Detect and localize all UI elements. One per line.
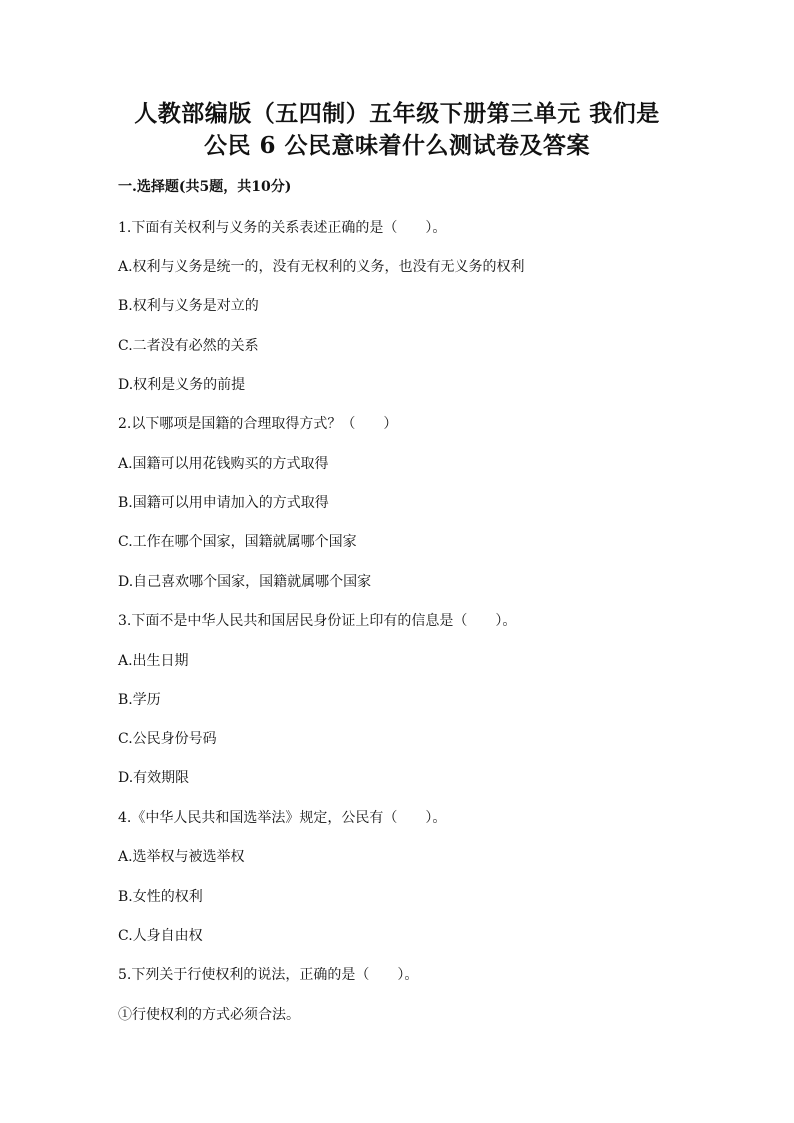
option-item: C.公民身份号码 xyxy=(118,731,217,747)
option-item: C.工作在哪个国家，国籍就属哪个国家 xyxy=(118,534,357,550)
document-title-line-1: 人教部编版（五四制）五年级下册第三单元 我们是 xyxy=(134,100,660,127)
option-item: D.有效期限 xyxy=(118,770,190,786)
question-stem: 1.下面有关权利与义务的关系表述正确的是（ ）。 xyxy=(118,220,447,236)
option-item: B.权利与义务是对立的 xyxy=(118,298,259,314)
section-heading: 一.选择题(共5题，共10分) xyxy=(118,179,292,195)
question-stem: 2.以下哪项是国籍的合理取得方式？（ ） xyxy=(118,416,398,432)
question-stem: 3.下面不是中华人民共和国居民身份证上印有的信息是（ ）。 xyxy=(118,613,517,629)
option-item: A.国籍可以用花钱购买的方式取得 xyxy=(118,456,329,472)
statement-item: ①行使权利的方式必须合法。 xyxy=(118,1007,300,1023)
option-item: B.国籍可以用申请加入的方式取得 xyxy=(118,495,329,511)
option-item: B.学历 xyxy=(118,692,161,708)
option-item: C.人身自由权 xyxy=(118,928,203,944)
option-item: A.出生日期 xyxy=(118,653,189,669)
option-item: D.权利是义务的前提 xyxy=(118,377,246,393)
option-item: A.权利与义务是统一的，没有无权利的义务，也没有无义务的权利 xyxy=(118,259,525,275)
option-item: B.女性的权利 xyxy=(118,889,203,905)
question-stem: 4.《中华人民共和国选举法》规定，公民有（ ）。 xyxy=(118,810,447,826)
option-item: A.选举权与被选举权 xyxy=(118,849,245,865)
question-stem: 5.下列关于行使权利的说法，正确的是（ ）。 xyxy=(118,967,419,983)
document-title-line-2: 公民 6 公民意味着什么测试卷及答案 xyxy=(203,132,591,159)
option-item: D.自己喜欢哪个国家，国籍就属哪个国家 xyxy=(118,574,372,590)
option-item: C.二者没有必然的关系 xyxy=(118,338,259,354)
